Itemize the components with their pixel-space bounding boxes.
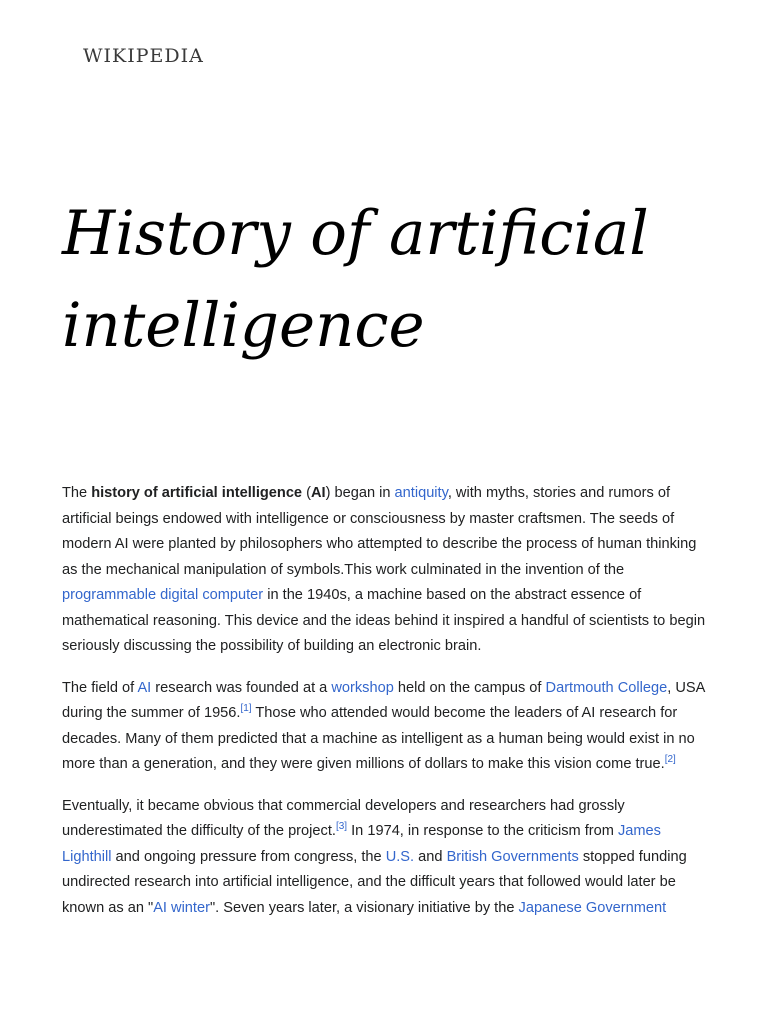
reference-3[interactable]: [3] (335, 821, 348, 832)
link-ai-winter[interactable]: AI winter (153, 899, 210, 916)
text-run: , with myths, stories and rumors of artificial beings endowed with intelligence or consciousness by master craftsmen. The seeds of modern AI were planted by philosophers who attempted to describe the process of human thinking as the mechanical manipulation of symbols.This work culminated in the invention of the (62, 485, 697, 578)
text-run: stopped funding undirected research into artificial intelligence, and the difficult years that followed would later be known as an " (62, 848, 687, 916)
text-run: Those who attended would become the leaders of AI research for decades. Many of them predicted that a machine as intelligent as a human being would exist in no more than a generation, and they were given millions of dollars to make this vision come true. (62, 705, 695, 772)
text-run: held on the campus of (393, 679, 546, 696)
link-programmable-digital-computer[interactable]: programmable digital computer (62, 587, 264, 603)
ai-winter-paragraph (62, 794, 712, 922)
page-title-line-2: intelligence (62, 290, 425, 361)
text-run: in the 1940s, a machine based on the abstract essence of mathematical reasoning. This device and the ideas behind it inspired a handful of scientists to begin seriously discussing the possibility of building an electronic brain. (62, 587, 706, 654)
text-run: ". Seven years later, a visionary initiative by the (209, 899, 519, 916)
link-british-governments[interactable]: British Governments (446, 848, 579, 865)
article-body (62, 481, 712, 937)
text-run: ) began in (325, 485, 395, 501)
text-run: The (62, 485, 92, 501)
text-run: and (414, 848, 447, 865)
founding-paragraph (62, 676, 712, 778)
text-run: ( (302, 485, 311, 501)
link-james-lighthill[interactable]: James Lighthill (62, 823, 661, 865)
bold-term-history: history of artificial intelligence (91, 485, 303, 501)
text-run: , USA during the summer of 1956. (62, 679, 705, 721)
text-run: Eventually, it became obvious that commercial developers and researchers had grossly underestimated the difficulty of the project. (62, 797, 625, 839)
link-antiquity[interactable]: antiquity (394, 485, 448, 501)
reference-1[interactable]: [1] (240, 703, 252, 714)
link-workshop[interactable]: workshop (331, 679, 394, 696)
text-run: In 1974, in response to the criticism from (347, 823, 618, 839)
text-run: and ongoing pressure from congress, the (111, 848, 386, 865)
text-run: research was founded at a (151, 679, 332, 696)
reference-2[interactable]: [2] (664, 754, 676, 765)
page-title (62, 188, 742, 372)
link-ai[interactable]: AI (137, 679, 152, 696)
text-run: The field of (62, 679, 138, 696)
page-title-line-1: History of artificial (62, 198, 649, 269)
wikipedia-wordmark[interactable]: WIKIPEDIA (83, 45, 204, 67)
intro-paragraph (62, 481, 712, 660)
link-japanese-government[interactable]: Japanese Government (518, 899, 667, 916)
bold-term-ai: AI (310, 485, 326, 501)
link-dartmouth-college[interactable]: Dartmouth College (545, 679, 668, 696)
link-us[interactable]: U.S. (385, 848, 415, 865)
